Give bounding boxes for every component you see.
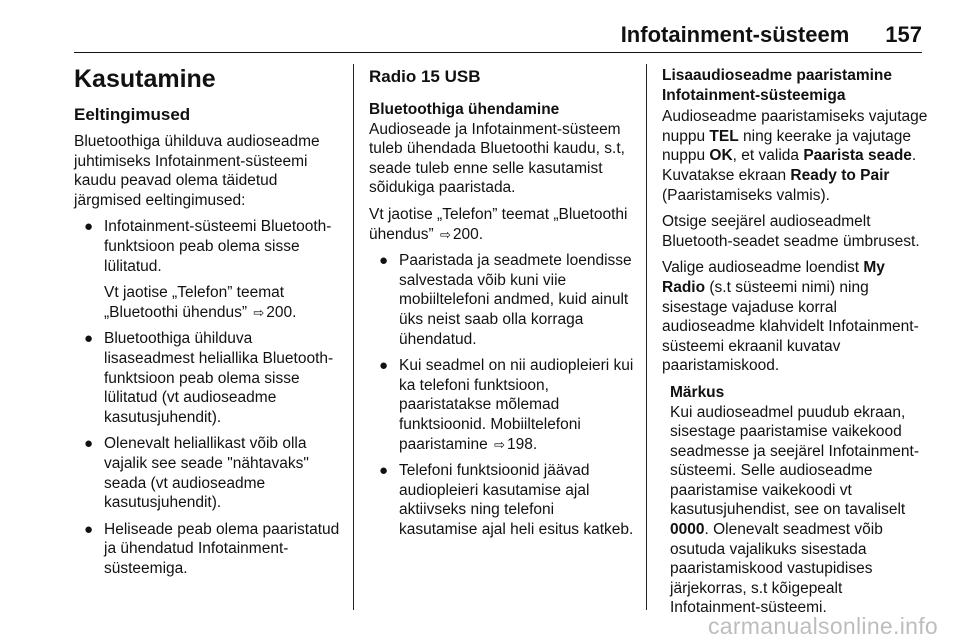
column-2 [369, 60, 635, 546]
bullet-icon: ● [379, 462, 389, 480]
note-box [662, 383, 928, 618]
button-name-tel: TEL [709, 127, 739, 145]
bullet-icon: ● [84, 218, 94, 236]
default-code: 0000 [670, 521, 705, 539]
screen-name-ready: Ready to Pair [790, 166, 890, 184]
paragraph: Audioseadme paaristamiseks vajutage nuppu TEL ning keerake ja vajutage nuppu OK, et valida Paarista seade. Kuvatakse ekraan Ready to Pair (Paaristamiseks valmis). [662, 108, 928, 204]
page-ref-arrow-icon: ⇨ [494, 436, 505, 452]
note-text: Kui audioseadmel puudub ekraan, sisestage paaristamise vaikekood seadmesse ja seejärel Infotainment-süsteemi. Selle audioseadme paaristamise vaikekoodi vt kasutusjuhendist, see on tavaliselt 0000. Olenevalt seadmest võib osutuda vajalikuks sisestada paaristamiskood vastupidises järjekorras, s.t kõigepealt Infotainment-süsteemi. [670, 403, 919, 617]
bullet-icon: ● [84, 330, 94, 348]
notes-list [369, 251, 635, 539]
column-1 [74, 60, 342, 585]
note-title: Märkus [670, 383, 725, 401]
subsection-heading: Eeltingimused [74, 105, 191, 124]
list-item: ● Paaristada ja seadmete loendisse salvestada võib kuni viie mobiiltelefoni andmed, kuid ainult üks neist saab olla korraga ühendatud. [379, 252, 632, 348]
subsection-heading: Bluetoothiga ühendamine [369, 101, 560, 118]
page-ref-arrow-icon: ⇨ [253, 304, 265, 320]
column-divider [646, 64, 647, 610]
bullet-icon: ● [84, 520, 94, 538]
paragraph: Valige audioseadme loendist My Radio (s.t süsteemi nimi) ning sisestage vajaduse korral audioseadme klahvidelt Infotainment-süsteemi ekraanil kuvatav paaristamiskood. [662, 259, 919, 375]
list-item: ● Olenevalt heliallikast võib olla vajalik see seade "nähtavaks" seada (vt audioseadme kasutusjuhendit). [84, 435, 309, 512]
page-number: 157 [885, 22, 922, 47]
bullet-icon: ● [379, 357, 389, 375]
bullet-icon: ● [379, 252, 389, 270]
list-item: ● Infotainment-süsteemi Bluetooth-funktsioon peab olema sisse lülitatud. Vt jaotise „Telefon” teemat „Bluetoothi ühendus” ⇨ 200. [74, 217, 342, 322]
column-3 [662, 60, 928, 625]
paragraph: Audioseade ja Infotainment-süsteem tuleb ühendada Bluetoothi kaudu, s.t, seade tuleb enne selle kasutamist sõidukiga paaristada. [369, 120, 625, 197]
paragraph: Otsige seejärel audioseadmelt Bluetooth-seadet seadme ümbrusest. [662, 213, 920, 250]
page-header [74, 22, 922, 48]
list-item: ● Telefoni funktsioonid jäävad audiopleieri kasutamise ajal aktiivseks ning telefoni kasutamise ajal heli esitus katkeb. [379, 462, 634, 538]
device-name: My Radio [662, 259, 885, 296]
page-ref-arrow-icon: ⇨ [439, 226, 451, 242]
section-heading: Kasutamine [74, 65, 216, 93]
running-title: Infotainment-süsteem [620, 22, 850, 47]
intro-paragraph: Bluetoothiga ühilduva audioseadme juhtimiseks Infotainment-süsteemi kaudu peavad olema täidetud järgmised eeltingimused: [74, 133, 320, 209]
list-item: ● Heliseade peab olema paaristatud ja ühendatud Infotainment-süsteemiga. [84, 520, 340, 577]
list-item: ● Bluetoothiga ühilduva lisaseadmest heliallika Bluetooth-funktsioon peab olema sisse lülitatud (vt audioseadme kasutusjuhendit). [84, 330, 334, 426]
cross-reference: Vt jaotise „Telefon” teemat „Bluetoothi ühendus” ⇨ 200. [104, 284, 297, 321]
list-item: ● Kui seadmel on nii audiopleieri kui ka telefoni funktsioon, paaristatakse mõlemad funktsioonid. Mobiiltelefoni paaristamine ⇨ 198. [379, 357, 634, 453]
button-name-ok: OK [709, 147, 733, 165]
column-divider [353, 64, 354, 610]
section-heading: Radio 15 USB [369, 67, 481, 86]
prerequisites-list [74, 217, 342, 578]
menu-name-paarista: Paarista seade [803, 147, 912, 165]
watermark: carmanualsonline.info [707, 613, 938, 639]
header-rule [74, 52, 922, 53]
section-heading: Lisaaudioseadme paaristamine Infotainment-süsteemiga [662, 67, 893, 104]
bullet-icon: ● [84, 435, 94, 453]
cross-reference: Vt jaotise „Telefon” teemat „Bluetoothi ühendus” ⇨ 200. [369, 205, 628, 243]
